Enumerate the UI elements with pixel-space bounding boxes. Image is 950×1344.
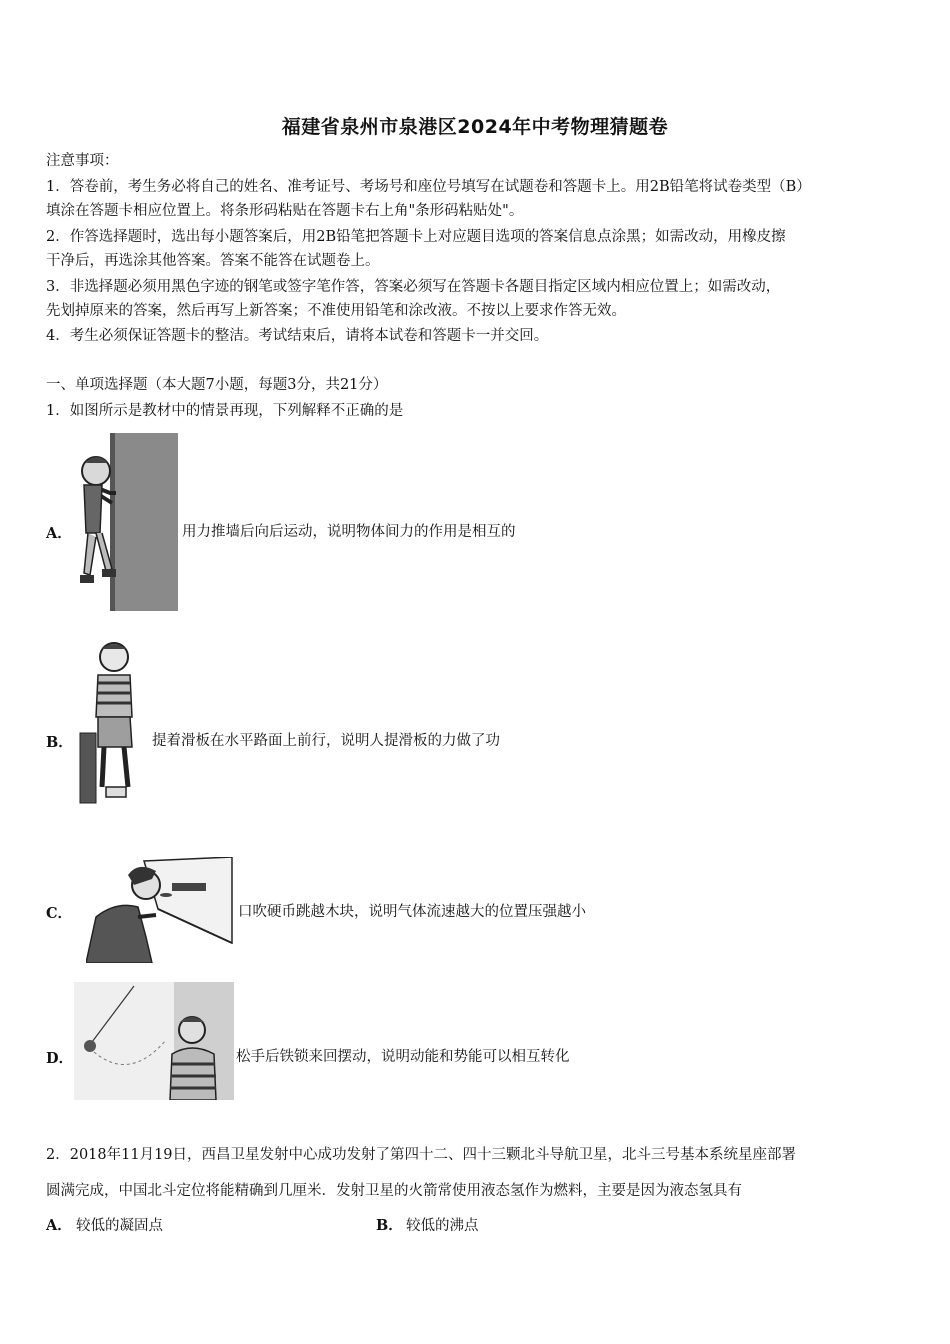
notice-line: 2．作答选择题时，选出每小题答案后，用2B铅笔把答题卡上对应题目选项的答案信息点涂黑；如需改动，用橡皮擦 (46, 229, 786, 245)
option-c-text: 口吹硬币跳越木块，说明气体流速越大的位置压强越小 (238, 904, 586, 920)
pendulum-lock-illustration (74, 982, 234, 1100)
notice-line: 4．考生必须保证答题卡的整洁。考试结束后，请将本试卷和答题卡一并交回。 (46, 328, 549, 344)
option-b-label: B． (46, 734, 73, 751)
q2-option-a-label: A． (46, 1217, 72, 1234)
notice-line: 先划掉原来的答案，然后再写上新答案；不准使用铅笔和涂改液。不按以上要求作答无效。 (46, 303, 626, 319)
option-a-text: 用力推墙后向后运动，说明物体间力的作用是相互的 (182, 524, 516, 540)
page-title: 福建省泉州市泉港区2024年中考物理猜题卷 (281, 116, 669, 138)
question-1-stem: 1．如图所示是教材中的情景再现，下列解释不正确的是 (46, 403, 404, 419)
question-2-stem-line1: 2．2018年11月19日，西昌卫星发射中心成功发射了第四十二、四十三颗北斗导航卫星，北斗三号基本系统星座部署 (46, 1147, 797, 1163)
q2-option-a-text: 较低的凝固点 (76, 1218, 163, 1234)
option-c-label: C． (46, 905, 73, 922)
boy-carrying-skateboard-illustration (76, 637, 150, 813)
option-b-text: 提着滑板在水平路面上前行，说明人提滑板的力做了功 (152, 733, 500, 749)
notice-line: 3．非选择题必须用黑色字迹的钢笔或签字笔作答，答案必须写在答题卡各题目指定区域内相应位置上；如需改动， (46, 279, 781, 295)
q2-option-b-label: B． (376, 1217, 403, 1234)
question-2-stem-line2: 圆满完成，中国北斗定位将能精确到几厘米．发射卫星的火箭常使用液态氢作为燃料，主要是因为液态氢具有 (46, 1183, 742, 1199)
boy-pushing-wall-illustration (76, 433, 178, 611)
girl-blowing-coin-illustration (86, 857, 234, 963)
notice-line: 1．答卷前，考生务必将自己的姓名、准考证号、考场号和座位号填写在试题卷和答题卡上。用2B铅笔将试卷类型（B） (46, 179, 811, 195)
option-d-label: D． (46, 1050, 74, 1067)
q2-option-b-text: 较低的沸点 (406, 1218, 479, 1234)
notice-line: 干净后，再选涂其他答案。答案不能答在试题卷上。 (46, 253, 380, 269)
section-heading: 一、单项选择题（本大题7小题，每题3分，共21分） (46, 377, 388, 393)
notice-line: 填涂在答题卡相应位置上。将条形码粘贴在答题卡右上角"条形码粘贴处"。 (46, 203, 524, 219)
notice-heading: 注意事项： (46, 153, 119, 169)
option-a-label: A． (46, 525, 72, 542)
option-d-text: 松手后铁锁来回摆动，说明动能和势能可以相互转化 (236, 1049, 570, 1065)
